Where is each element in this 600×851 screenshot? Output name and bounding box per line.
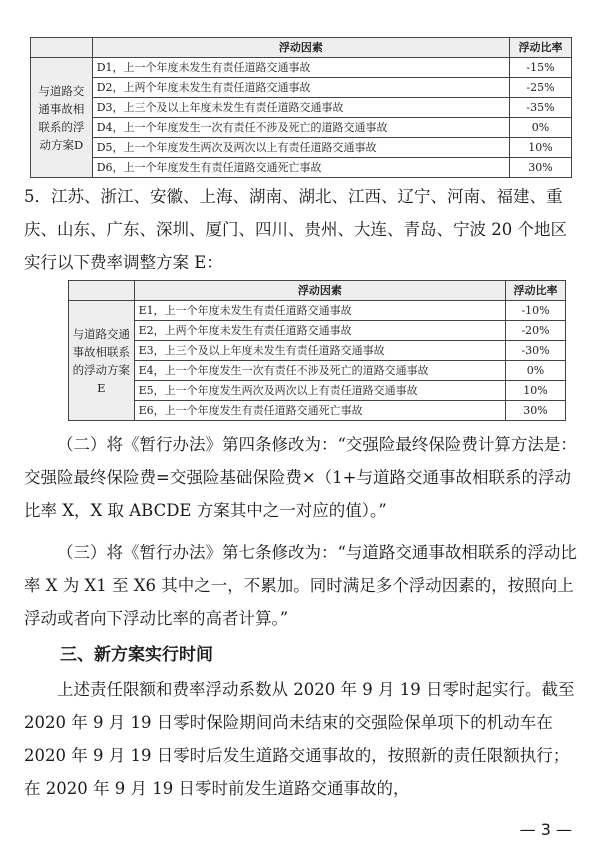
table-d-ratio-cell: -25% [510, 78, 572, 98]
table-e-side-label: 与道路交通事故相联系的浮动方案E [69, 301, 135, 421]
table-row [69, 401, 566, 421]
table-e-blank-header [69, 281, 135, 301]
table-row [31, 118, 572, 138]
table-row [69, 361, 566, 381]
table-d-ratio-cell: 30% [510, 158, 572, 178]
table-e-factor-cell: E1，上一个年度未发生有责任道路交通事故 [134, 301, 505, 321]
table-e-factor-cell: E6，上一个年度发生有责任道路交通死亡事故 [134, 401, 505, 421]
paragraph-effective-time: 上述责任限额和费率浮动系数从 2020 年 9 月 19 日零时起实行。截至 2020 年 9 月 19 日零时保险期间尚未结束的交强险保单项下的机动车在 2020 年 9 月 19 日零时后发生道路交通事故的，按照新的责任限额执行；在 2020 年 9 月 19 日零时前发生道路交通事故的， [24, 680, 575, 798]
table-e-ratio-cell: -20% [506, 321, 566, 341]
table-d-factor-cell: D2，上两个年度未发生有责任道路交通事故 [92, 78, 509, 98]
table-d-ratio-cell: -15% [510, 58, 572, 78]
table-row [31, 138, 572, 158]
table-e-factor-cell: E4，上一个年度发生一次有责任不涉及死亡的道路交通事故 [134, 361, 505, 381]
table-row [69, 301, 566, 321]
paragraph-article-4: （二）将《暂行办法》第四条修改为：“交强险最终保险费计算方法是：交强险最终保险费=交强险基础保险费×（1+与道路交通事故相联系的浮动比率 X，X 取 ABCDE 方案其中之一对应的值）。” [24, 435, 577, 520]
table-row [69, 321, 566, 341]
table-e-ratio-cell: 10% [506, 381, 566, 401]
table-row [31, 158, 572, 178]
table-e-factor-cell: E2，上两个年度未发生有责任道路交通事故 [134, 321, 505, 341]
table-row [31, 98, 572, 118]
table-d-side-label: 与道路交通事故相联系的浮动方案D [31, 58, 93, 178]
table-d-factor-cell: D6，上一个年度发生有责任道路交通死亡事故 [92, 158, 509, 178]
table-d-blank-header [31, 38, 93, 58]
table-e-ratio-cell: -10% [506, 301, 566, 321]
paragraph-article-7: （三）将《暂行办法》第七条修改为：“与道路交通事故相联系的浮动比率 X 为 X1 至 X6 其中之一，不累加。同时满足多个浮动因素的，按照向上浮动或者向下浮动比率的高者计算。” [24, 543, 577, 628]
table-e-factor-cell: E3，上三个及以上年度未发生有责任道路交通事故 [134, 341, 505, 361]
table-e-ratio-cell: -30% [506, 341, 566, 361]
paragraph-region-list: 5．江苏、浙江、安徽、上海、湖南、湖北、江西、辽宁、河南、福建、重庆、山东、广东、深圳、厦门、四川、贵州、大连、青岛、宁波 20 个地区实行以下费率调整方案 E： [24, 187, 567, 272]
table-d-ratio-cell: 10% [510, 138, 572, 158]
table-d-factor-cell: D4，上一个年度发生一次有责任不涉及死亡的道路交通事故 [92, 118, 509, 138]
table-e-factor-header: 浮动因素 [134, 281, 505, 301]
table-d-factor-header: 浮动因素 [92, 38, 509, 58]
table-row [31, 78, 572, 98]
table-e-factor-cell: E5，上一个年度发生两次及两次以上有责任道路交通事故 [134, 381, 505, 401]
table-row [69, 341, 566, 361]
table-e-ratio-header: 浮动比率 [506, 281, 566, 301]
table-e-ratio-cell: 0% [506, 361, 566, 381]
table-d-ratio-header: 浮动比率 [510, 38, 572, 58]
table-d-factor-cell: D5，上一个年度发生两次及两次以上有责任道路交通事故 [92, 138, 509, 158]
section-heading: 三、新方案实行时间 [60, 645, 213, 665]
table-d-factor-cell: D3，上三个及以上年度未发生有责任道路交通事故 [92, 98, 509, 118]
table-row [69, 381, 566, 401]
table-d-ratio-cell: -35% [510, 98, 572, 118]
table-e-ratio-cell: 30% [506, 401, 566, 421]
table-d-factor-cell: D1，上一个年度未发生有责任道路交通事故 [92, 58, 509, 78]
page-number: — 3 — [519, 820, 572, 839]
rate-table-d [30, 37, 572, 178]
rate-table-e [68, 280, 566, 421]
table-row [31, 58, 572, 78]
table-d-ratio-cell: 0% [510, 118, 572, 138]
